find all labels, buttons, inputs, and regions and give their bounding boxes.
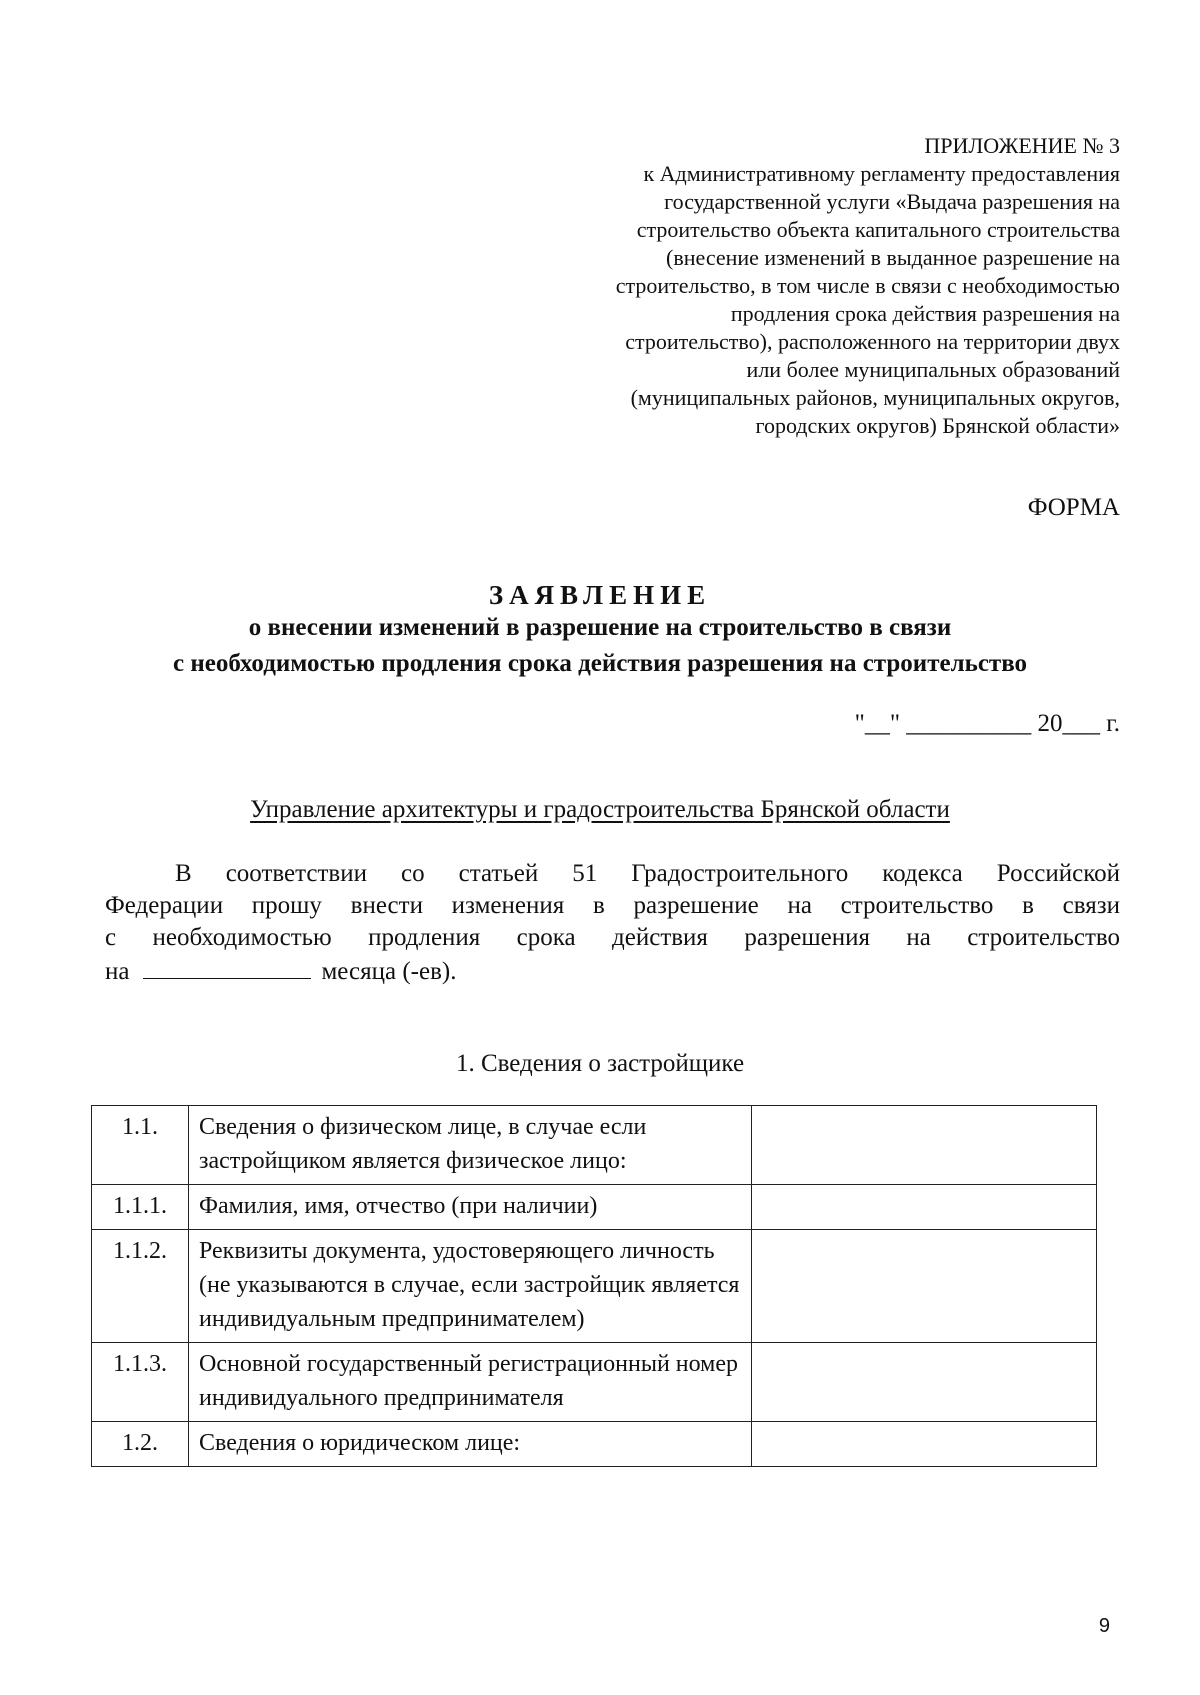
appendix-line: ПРИЛОЖЕНИЕ № 3 xyxy=(924,133,1120,158)
row-description: Фамилия, имя, отчество (при наличии) xyxy=(189,1185,752,1230)
appendix-header xyxy=(500,132,1120,440)
months-blank-field[interactable] xyxy=(143,954,311,979)
appendix-line: строительство объекта капитального строительства xyxy=(636,217,1120,242)
document-subtitle-line-2: с необходимостью продления срока действия разрешения на строительство xyxy=(172,650,1028,677)
form-label: ФОРМА xyxy=(1027,494,1120,521)
paragraph-line: с необходимостью продления срока действия разрешения на строительство xyxy=(105,924,1120,951)
row-number: 1.2. xyxy=(92,1422,189,1467)
row-number: 1.1.3. xyxy=(92,1343,189,1422)
row-value-cell[interactable] xyxy=(752,1106,1097,1185)
row-description: Сведения о юридическом лице: xyxy=(189,1422,752,1467)
paragraph-prefix: на xyxy=(105,958,130,985)
table-row xyxy=(92,1106,1097,1185)
appendix-line: продления срока действия разрешения на xyxy=(730,301,1120,326)
row-number: 1.1.1. xyxy=(92,1185,189,1230)
row-description: Сведения о физическом лице, в случае если застройщиком является физическое лицо: xyxy=(189,1106,752,1185)
document-title: ЗАЯВЛЕНИЕ xyxy=(488,580,712,610)
appendix-line: или более муниципальных образований xyxy=(746,357,1120,382)
paragraph-line: Федерации прошу внести изменения в разрешение на строительство в связи xyxy=(105,892,1120,919)
developer-info-table xyxy=(91,1105,1097,1467)
appendix-line: городских округов) Брянской области» xyxy=(755,413,1120,438)
authority-name xyxy=(0,796,1200,824)
page-number: 9 xyxy=(1098,1615,1110,1637)
row-value-cell[interactable] xyxy=(752,1343,1097,1422)
appendix-line: государственной услуги «Выдача разрешения на xyxy=(664,189,1120,214)
date-field: "__" __________ 20___ г. xyxy=(854,710,1120,737)
table-row xyxy=(92,1422,1097,1467)
appendix-line: к Административному регламенту предоставления xyxy=(643,161,1120,186)
table-row xyxy=(92,1185,1097,1230)
appendix-line: строительство), расположенного на территории двух xyxy=(625,329,1120,354)
row-value-cell[interactable] xyxy=(752,1422,1097,1467)
row-value-cell[interactable] xyxy=(752,1230,1097,1343)
appendix-line: (внесение изменений в выданное разрешение на xyxy=(666,245,1120,270)
paragraph-suffix: месяца (-ев). xyxy=(321,958,457,985)
row-number: 1.1.2. xyxy=(92,1230,189,1343)
authority-name-text: Управление архитектуры и градостроительства Брянской области xyxy=(250,796,950,823)
document-subtitle-line-1: о внесении изменений в разрешение на строительство в связи xyxy=(248,614,952,641)
table-row xyxy=(92,1230,1097,1343)
table-row xyxy=(92,1343,1097,1422)
appendix-line: строительство, в том числе в связи с необходимостью xyxy=(615,273,1120,298)
paragraph-line: В соответствии со статьей 51 Градостроительного кодекса Российской xyxy=(175,860,1120,887)
paragraph-line xyxy=(105,954,1120,988)
row-description: Реквизиты документа, удостоверяющего личность (не указываются в случае, если застройщик является индивидуальным предпринимателем) xyxy=(189,1230,752,1343)
row-description: Основной государственный регистрационный номер индивидуального предпринимателя xyxy=(189,1343,752,1422)
request-paragraph xyxy=(105,858,1120,988)
row-value-cell[interactable] xyxy=(752,1185,1097,1230)
section-title: 1. Сведения о застройщике xyxy=(455,1050,745,1077)
row-number: 1.1. xyxy=(92,1106,189,1185)
appendix-line: (муниципальных районов, муниципальных округов, xyxy=(630,385,1120,410)
